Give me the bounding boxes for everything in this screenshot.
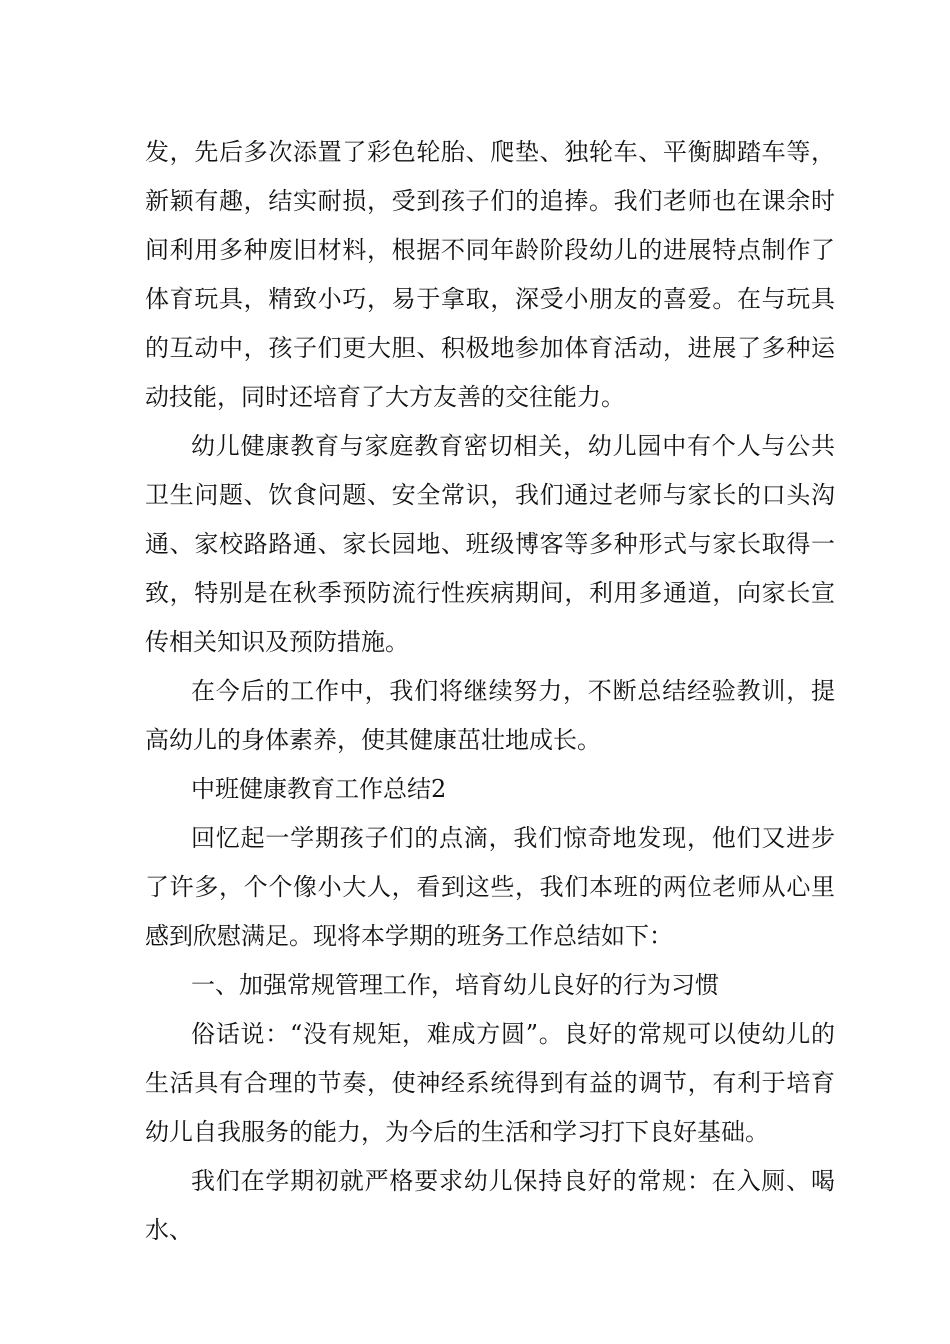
paragraph-3: 在今后的工作中，我们将继续努力，不断总结经验教训，提高幼儿的身体素养，使其健康茁壮地成长。 [145, 677, 835, 754]
paragraph-2: 幼儿健康教育与家庭教育密切相关，幼儿园中有个人与公共卫生问题、饮食问题、安全常识，我们通过老师与家长的口头沟通、家校路路通、家长园地、班级博客等多种形式与家长取得一致，特别是在秋季预防流行性疾病期间，利用多通道，向家长宣传相关知识及预防措施。 [145, 432, 835, 656]
subsection-heading-1: 一、加强常规管理工作，培育幼儿良好的行为习惯 [191, 971, 719, 999]
paragraph-1: 发，先后多次添置了彩色轮胎、爬垫、独轮车、平衡脚踏车等，新颖有趣，结实耐损，受到孩子们的追捧。我们老师也在课余时间利用多种废旧材料，根据不同年龄阶段幼儿的进展特点制作了体育玩具，精致小巧，易于拿取，深受小朋友的喜爱。在与玩具的互动中，孩子们更大胆、积极地参加体育活动，进展了多种运动技能，同时还培育了大方友善的交往能力。 [145, 138, 835, 411]
paragraph-8: 我们在学期初就严格要求幼儿保持良好的常规：在入厕、喝水、 [145, 1167, 835, 1244]
section-heading-2: 中班健康教育工作总结2 [191, 775, 447, 803]
document-body [145, 128, 835, 1255]
paragraph-5: 回忆起一学期孩子们的点滴，我们惊奇地发现，他们又进步了许多，个个像小大人，看到这些，我们本班的两位老师从心里感到欣慰满足。现将本学期的班务工作总结如下： [145, 824, 835, 950]
paragraph-7: 俗话说：“没有规矩，难成方圆”。良好的常规可以使幼儿的生活具有合理的节奏，使神经系统得到有益的调节，有利于培育幼儿自我服务的能力，为今后的生活和学习打下良好基础。 [145, 1020, 835, 1146]
